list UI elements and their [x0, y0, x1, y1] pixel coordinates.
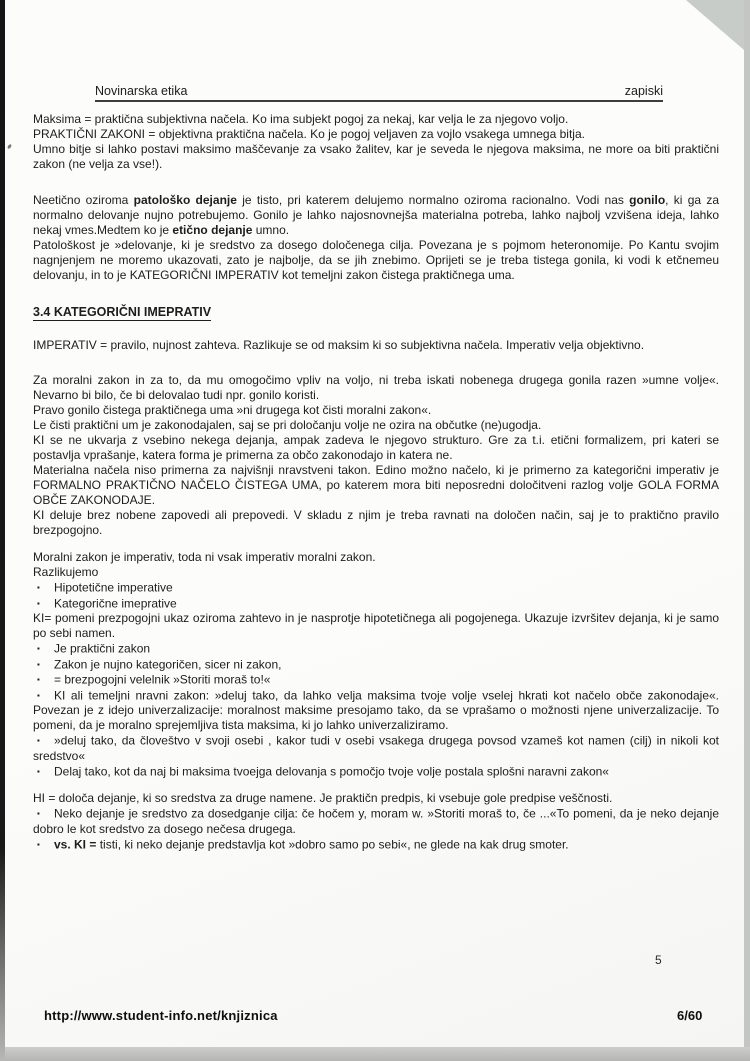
bold-run: patološko dejanje — [133, 193, 237, 207]
bullet-icon: ▪ — [37, 839, 40, 849]
bold-run: vs. KI = — [54, 837, 97, 851]
page-number: 5 — [655, 953, 662, 967]
list-item — [33, 580, 719, 596]
paragraph-maksima: Maksima = praktična subjektivna načela. Ko ima subjekt pogoj za nekaj, kar velja le za njegovo voljo. — [33, 112, 569, 126]
bullet-icon: ▪ — [37, 659, 40, 669]
page-header — [95, 84, 663, 102]
paragraph-moralni-zakon: Moralni zakon je imperativ, toda ni vsak imperativ moralni zakon. — [33, 550, 376, 564]
list-item — [33, 733, 719, 764]
document-page — [5, 0, 744, 1047]
paragraph-neeticno — [33, 193, 719, 238]
footer-url: http://www.student-info.net/knjiznica — [44, 1008, 278, 1023]
bold-run: etično dejanje — [172, 223, 253, 237]
list-item-label: »deluj tako, da človeštvo v svoji osebi , kakor tudi v osebi vsakega drugega povsod vzameš kot namen (cilj) in nikoli kot sredstvo« — [33, 733, 719, 763]
list-item-label: Neko dejanje je sredstvo za dosedganje cilja: če hočem y, moram w. »Storiti moraš to, če ...«To pomeni, da je neko dejanje dobro le kot sredstvo za dosego nečesa drugega. — [33, 806, 719, 836]
paragraph-umno-bitje: Umno bitje si lahko postavi maksimo maščevanje za vsako žalitev, kar je seveda le njegova maksima, ne more oa biti praktični zakon (ne velja za vse!). — [33, 142, 719, 171]
list-item-label: Je praktični zakon — [54, 641, 151, 656]
paragraph-ki-se: KI se ne ukvarja z vsebino nekega dejanja, ampak zadeva le njegovo strukturo. Gre za t.i. etični formalizem, pri kateri se postavlja vprašanje, katera forma je primerna za občo zakonodajo in katera ne. — [33, 433, 719, 462]
list-item — [33, 596, 719, 612]
footer-page-indicator: 6/60 — [677, 1008, 703, 1023]
paragraph-pravo-gonilo: Pravo gonilo čistega praktičnega uma »ni drugega kot čisti moralni zakon«. — [33, 403, 432, 417]
bullet-icon: ▪ — [37, 598, 40, 608]
list-item-label: = brezpogojni velelnik »Storiti moraš to!« — [54, 672, 271, 687]
bullet-icon: ▪ — [37, 809, 40, 818]
bullet-icon: ▪ — [37, 583, 40, 592]
list-item-label: Kategorične imeprative — [54, 596, 177, 610]
list-item — [33, 672, 719, 688]
list-item — [33, 657, 719, 673]
list-item-label: Hipotetične imperative — [54, 580, 173, 595]
text-run: Neetično oziroma — [33, 193, 134, 207]
text-run: umno. — [252, 223, 290, 237]
paragraph-imperativ: IMPERATIV = pravilo, nujnost zahteva. Razlikuje se od maksim ki so subjektivna načela. Imperativ velja objektivno. — [33, 338, 645, 352]
paragraph-ki-deluje: KI deluje brez nobene zapovedi ali prepovedi. V skladu z njim je treba ravnati na določen način, saj je to praktično pravilo brezpogojno. — [33, 508, 719, 537]
header-title-right: zapiski — [624, 84, 663, 98]
bullet-icon: ▪ — [37, 736, 40, 745]
bullet-icon: ▪ — [37, 675, 40, 684]
list-item — [33, 688, 719, 734]
list-item — [33, 837, 719, 853]
paragraph-patoloskost: Patološkost je »delovanje, ki je sredstvo za dosego določenega cilja. Povezana je s pojmom heteronomije. Po Kantu svojim nagnjenjem ne moremo ukazovati, zato je najbolje, da se jih znebimo. Oprijeti se je treba tistega gonila, ki vodi k etčnemeu delovanju, in to je KATEGORIČNI IMPERATIV kot temeljni zakon čistega praktičnega uma. — [33, 238, 719, 282]
paragraph-razlikujemo: Razlikujemo — [33, 565, 99, 579]
list-item-label: Delaj tako, kot da naj bi maksima tvoejga delovanja s pomočjo tvoje volje postala splošni naravni zakon« — [54, 764, 609, 778]
paragraph-prakticni-zakoni: PRAKTIČNI ZAKONI = objektivna praktična načela. Ko je pogoj veljaven za vojlo vsakega umnega bitja. — [33, 127, 585, 141]
scan-shadow-right — [744, 0, 750, 1061]
page-body — [33, 112, 719, 852]
bullet-icon: ▪ — [37, 644, 40, 653]
bullet-icon: ▪ — [37, 690, 40, 700]
paragraph-za-moralni: Za moralni zakon in za to, da mu omogočimo vpliv na voljo, ni treba iskati nobenega drugega gonila razen »umne volje«. Nevarno bi bilo, če bi delovalao tudi npr. gonilo koristi. — [33, 373, 719, 402]
list-item-label: Zakon je nujno kategoričen, sicer ni zakon, — [54, 657, 282, 671]
scan-shadow-bottom — [0, 1047, 750, 1061]
header-title-left: Novinarska etika — [95, 84, 188, 98]
scan-corner-shadow — [686, 0, 744, 50]
list-item-label: KI ali temeljni nravni zakon: »deluj tako, da lahko velja maksima tvoje volje vselej hkrati kot načelo obče zakonodaje«. Povezan je z idejo univerzalizacije: moralnost maksime presojamo tako, da se vprašamo o možnosti njene univerzalizacije. To pomeni, da je moralno sprejemljiva tista maksima, ki jo lahko univerzaliziramo. — [33, 688, 719, 732]
bullet-icon: ▪ — [37, 766, 40, 776]
bold-run: gonilo — [629, 193, 666, 207]
section-heading-text: 3.4 KATEGORIČNI IMEPRATIV — [33, 305, 212, 319]
text-run: tisti, ki neko dejanje predstavlja kot »dobro samo po sebi«, ne glede na kak drug smoter. — [96, 837, 569, 851]
paragraph-materialna: Materialna načela niso primerna za najvišnji nravstveni takon. Edino možno načelo, ki je primerno za kategorični imperativ je FORMALNO PRAKTIČNO NAČELO ČISTEGA UMA, po katerem mora biti neposredni določitveni razlog volje GOLA FORMA OBČE ZAKONODAJE. — [33, 463, 719, 507]
list-item — [33, 806, 719, 837]
paragraph-le-cisti: Le čisti praktični um je zakonodajalen, saj se pri določanju volje ne ozira na občutke (ne)ugodja. — [33, 418, 542, 432]
list-item — [33, 641, 719, 657]
paragraph-hi: HI = določa dejanje, ki so sredstva za druge namene. Je praktičn predpis, ki vsebuje gole predpise veščnosti. — [33, 791, 613, 805]
section-heading — [33, 305, 719, 320]
list-item — [33, 764, 719, 780]
text-run: , ki ga za normalno delovanje nujno potrebujemo. Gonilo je lahko najosnovnejša materialna potreba, lahko najbolj vzvišena ideja, lahko nekaj vmes.Medtem ko je — [33, 193, 720, 237]
text-run: je tisto, pri katerem delujemo normalno oziroma racionalno. Vodi nas — [236, 193, 630, 207]
scan-shadow-left — [0, 0, 5, 1061]
paragraph-ki-pomeni: KI= pomeni prezpogojni ukaz oziroma zahtevo in je nasprotje hipotetičnega ali pogojenega. Ukazuje izvršitev dejanja, ki je samo po sebi namen. — [33, 611, 719, 640]
